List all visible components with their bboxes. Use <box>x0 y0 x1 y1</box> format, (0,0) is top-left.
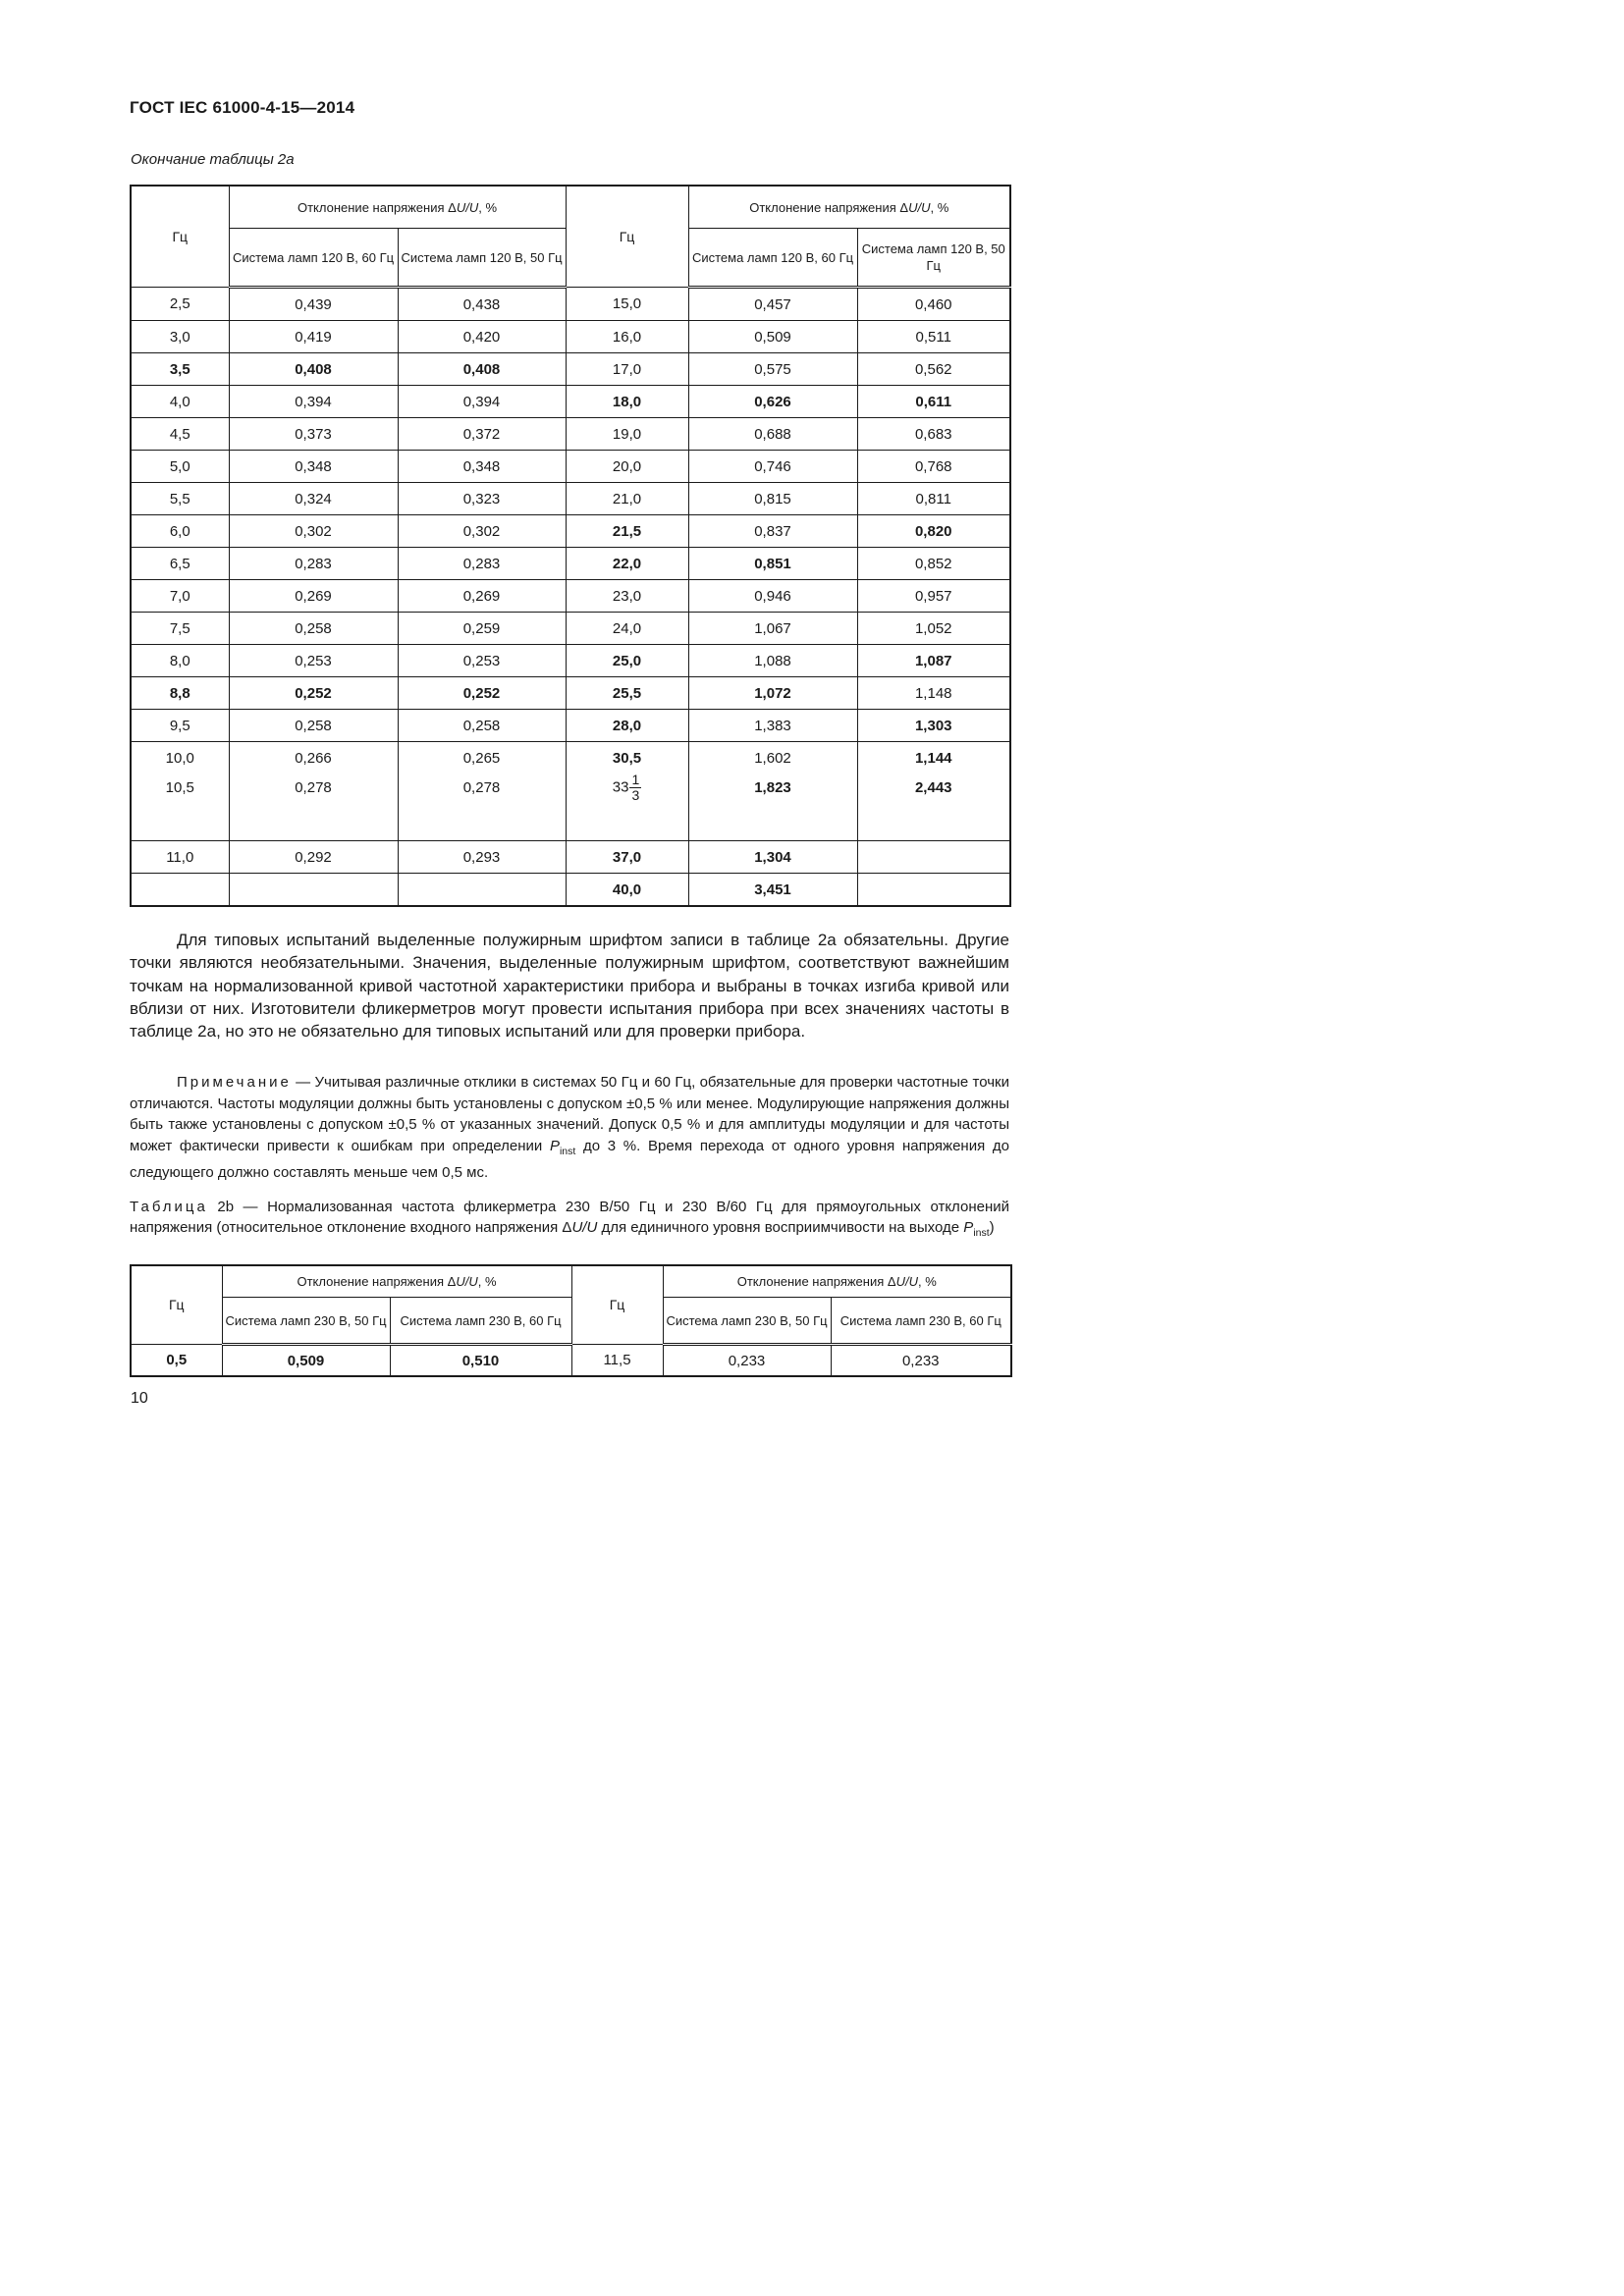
table-cell-line: 0,278 <box>462 779 501 796</box>
table-cell: 5,5 <box>131 483 229 515</box>
table-cell: 11,5 <box>571 1345 663 1377</box>
table-cell: 0,258 <box>229 613 398 645</box>
table-cell-line: 1,144 <box>914 750 952 767</box>
note-label: Примечание <box>177 1074 292 1091</box>
table-row <box>131 645 1010 677</box>
table-cell <box>229 742 398 841</box>
table-cell <box>398 874 566 907</box>
table-cell: 0,253 <box>229 645 398 677</box>
table-cell: 0,683 <box>857 418 1010 451</box>
table-cell: 0,815 <box>688 483 857 515</box>
col-header-hz: Гц <box>566 186 688 288</box>
table-2b <box>130 1264 1012 1377</box>
table-cell: 0,394 <box>229 386 398 418</box>
table-row <box>131 386 1010 418</box>
table-cell: 1,067 <box>688 613 857 645</box>
table-cell: 6,5 <box>131 548 229 580</box>
table-cell: 1,304 <box>688 841 857 874</box>
col-subheader: Система ламп 120 В, 60 Гц <box>688 229 857 288</box>
table-cell: 17,0 <box>566 353 688 386</box>
table-cell <box>688 742 857 841</box>
table-cell: 0,302 <box>398 515 566 548</box>
col-header-hz: Гц <box>131 186 229 288</box>
table-continuation-caption: Окончание таблицы 2а <box>131 151 295 168</box>
table-cell: 0,837 <box>688 515 857 548</box>
table-row <box>131 548 1010 580</box>
table-cell-line: 0,266 <box>295 750 332 767</box>
table-row <box>131 418 1010 451</box>
table-subheader-row <box>131 1298 1011 1345</box>
table-caption-label: Таблица <box>130 1199 208 1215</box>
body-paragraph: Для типовых испытаний выделенные полужирным шрифтом записи в таблице 2а обязательны. Другие точки являются необязательными. Значения, выделенные полужирным шрифтом, соответствуют важнейшим точкам на нормализованной кривой частотной характеристики прибора и выбраны в точках изгиба кривой или вблизи от них. Изготовители фликерметров могут провести испытания прибора при всех значениях частоты в таблице 2а, но это не обязательно для типовых испытаний или для проверки прибора. <box>130 931 1009 1041</box>
col-subheader: Система ламп 230 В, 60 Гц <box>390 1298 571 1345</box>
table-row <box>131 613 1010 645</box>
table-cell: 40,0 <box>566 874 688 907</box>
table-cell: 15,0 <box>566 288 688 321</box>
table-cell: 0,233 <box>831 1345 1011 1377</box>
table-cell: 1,148 <box>857 677 1010 710</box>
table-row <box>131 321 1010 353</box>
table-cell-line: 1,602 <box>754 750 791 767</box>
table-row <box>131 710 1010 742</box>
table-cell <box>131 874 229 907</box>
table-cell: 0,408 <box>398 353 566 386</box>
table-row <box>131 483 1010 515</box>
table-cell: 0,252 <box>229 677 398 710</box>
col-subheader: Система ламп 120 В, 50 Гц <box>398 229 566 288</box>
table-cell: 0,5 <box>131 1345 222 1377</box>
table-cell-line: 2,443 <box>914 779 952 796</box>
table-cell: 21,0 <box>566 483 688 515</box>
col-subheader: Система ламп 230 В, 50 Гц <box>663 1298 831 1345</box>
table-cell: 0,372 <box>398 418 566 451</box>
page-number: 10 <box>131 1390 148 1407</box>
table-cell: 21,5 <box>566 515 688 548</box>
col-subheader: Система ламп 120 В, 50 Гц <box>857 229 1010 288</box>
table-cell: 0,348 <box>229 451 398 483</box>
table-cell: 24,0 <box>566 613 688 645</box>
table-cell: 1,087 <box>857 645 1010 677</box>
table-cell: 0,852 <box>857 548 1010 580</box>
table-cell: 1,052 <box>857 613 1010 645</box>
table-cell: 0,688 <box>688 418 857 451</box>
table-cell: 0,820 <box>857 515 1010 548</box>
table-cell: 3,0 <box>131 321 229 353</box>
table-cell: 0,258 <box>229 710 398 742</box>
mixed-fraction: 33 $\frac{1}{3}$ <box>612 772 640 803</box>
table-cell: 0,408 <box>229 353 398 386</box>
table-cell: 7,5 <box>131 613 229 645</box>
table-cell: 0,323 <box>398 483 566 515</box>
table-cell: 28,0 <box>566 710 688 742</box>
col-group-header: Отклонение напряжения ΔU/U, % <box>688 186 1010 229</box>
table-cell: 0,957 <box>857 580 1010 613</box>
table-row <box>131 580 1010 613</box>
col-group-header: Отклонение напряжения ΔU/U, % <box>663 1265 1011 1298</box>
table-cell <box>131 742 229 841</box>
table-cell: 1,383 <box>688 710 857 742</box>
table-cell: 4,5 <box>131 418 229 451</box>
table-cell: 8,0 <box>131 645 229 677</box>
table-cell: 0,562 <box>857 353 1010 386</box>
table-2a <box>130 185 1011 907</box>
table-row <box>131 874 1010 907</box>
table-cell: 0,233 <box>663 1345 831 1377</box>
table-cell: 0,259 <box>398 613 566 645</box>
table-cell: 0,851 <box>688 548 857 580</box>
table-cell: 0,348 <box>398 451 566 483</box>
table-row <box>131 677 1010 710</box>
table-cell-line: 10,5 <box>165 779 194 796</box>
table-cell: 1,088 <box>688 645 857 677</box>
table-cell: 0,324 <box>229 483 398 515</box>
table-cell: 20,0 <box>566 451 688 483</box>
table-cell: 2,5 <box>131 288 229 321</box>
table-cell <box>857 841 1010 874</box>
table-cell: 0,509 <box>688 321 857 353</box>
col-subheader: Система ламп 230 В, 60 Гц <box>831 1298 1011 1345</box>
table-cell: 0,419 <box>229 321 398 353</box>
table-cell: 0,511 <box>857 321 1010 353</box>
table-cell: 0,811 <box>857 483 1010 515</box>
table-cell: 0,457 <box>688 288 857 321</box>
table-cell: 11,0 <box>131 841 229 874</box>
table-cell: 6,0 <box>131 515 229 548</box>
table-row <box>131 451 1010 483</box>
col-group-header: Отклонение напряжения ΔU/U, % <box>229 186 566 229</box>
table-cell: 0,420 <box>398 321 566 353</box>
table-cell: 0,438 <box>398 288 566 321</box>
table-cell <box>857 874 1010 907</box>
table-cell: 0,626 <box>688 386 857 418</box>
table-cell: 0,575 <box>688 353 857 386</box>
col-subheader: Система ламп 120 В, 60 Гц <box>229 229 398 288</box>
table-cell <box>566 742 688 841</box>
table-cell: 16,0 <box>566 321 688 353</box>
table-header-row <box>131 1265 1011 1298</box>
table-cell: 0,611 <box>857 386 1010 418</box>
table-cell: 0,292 <box>229 841 398 874</box>
table-cell: 0,439 <box>229 288 398 321</box>
table-cell-line: 0,278 <box>295 779 332 796</box>
table-cell: 0,373 <box>229 418 398 451</box>
note-paragraph: Примечание — Учитывая различные отклики в системах 50 Гц и 60 Гц, обязательные для проверки частотные точки отличаются. Частоты модуляции должны быть установлены с допуском ±0,5 % или менее. Модулирующие напряжения должны быть также установлены с допуском ±0,5 % от указанных значений. Допуск 0,5 % и для амплитуды модуляции и для частоты может фактически привести к ошибкам при определении $P_{inst}$ до 3 %. Время перехода от одного уровня напряжения до следующего должно составлять меньше чем 0,5 мс. <box>130 1074 1009 1181</box>
table-cell: 37,0 <box>566 841 688 874</box>
table-cell: 8,8 <box>131 677 229 710</box>
table-cell: 0,946 <box>688 580 857 613</box>
table-cell: 0,293 <box>398 841 566 874</box>
table-cell: 0,253 <box>398 645 566 677</box>
table-cell: 0,283 <box>229 548 398 580</box>
table-cell: 3,5 <box>131 353 229 386</box>
document-header: ГОСТ IEC 61000-4-15—2014 <box>130 98 355 117</box>
table-cell: 22,0 <box>566 548 688 580</box>
table-2b-caption: Таблица 2b — Нормализованная частота фликерметра 230 В/50 Гц и 230 В/60 Гц для прямоугольных отклонений напряжения (относительное отклонение входного напряжения ΔU/U для единичного уровня восприимчивости на выходе $P_{inst}$) <box>130 1199 1009 1239</box>
table-cell-line: 30,5 <box>612 750 642 767</box>
table-row <box>131 841 1010 874</box>
table-cell: 0,509 <box>222 1345 390 1377</box>
table-cell: 0,394 <box>398 386 566 418</box>
col-subheader: Система ламп 230 В, 50 Гц <box>222 1298 390 1345</box>
table-cell: 0,510 <box>390 1345 571 1377</box>
table-cell: 0,269 <box>229 580 398 613</box>
table-cell <box>229 874 398 907</box>
table-cell <box>857 742 1010 841</box>
table-cell: 25,5 <box>566 677 688 710</box>
table-cell: 18,0 <box>566 386 688 418</box>
table-cell: 0,302 <box>229 515 398 548</box>
col-header-hz: Гц <box>571 1265 663 1345</box>
table-cell: 0,768 <box>857 451 1010 483</box>
col-header-hz: Гц <box>131 1265 222 1345</box>
col-group-header: Отклонение напряжения ΔU/U, % <box>222 1265 571 1298</box>
table-cell-line: 1,823 <box>754 779 791 796</box>
table-cell: 0,258 <box>398 710 566 742</box>
table-cell <box>398 742 566 841</box>
table-header-row <box>131 186 1010 229</box>
table-cell: 9,5 <box>131 710 229 742</box>
table-row <box>131 288 1010 321</box>
table-cell: 25,0 <box>566 645 688 677</box>
table-cell: 0,252 <box>398 677 566 710</box>
table-row-merged <box>131 742 1010 841</box>
table-row <box>131 353 1010 386</box>
table-cell: 5,0 <box>131 451 229 483</box>
table-row <box>131 515 1010 548</box>
table-cell: 0,746 <box>688 451 857 483</box>
table-row <box>131 1345 1011 1377</box>
table-cell: 7,0 <box>131 580 229 613</box>
table-cell: 0,460 <box>857 288 1010 321</box>
table-cell: 1,303 <box>857 710 1010 742</box>
table-cell: 0,269 <box>398 580 566 613</box>
table-cell: 0,283 <box>398 548 566 580</box>
table-cell: 3,451 <box>688 874 857 907</box>
table-cell-line: 10,0 <box>165 750 194 767</box>
table-cell-line: 0,265 <box>462 750 501 767</box>
table-cell: 1,072 <box>688 677 857 710</box>
table-cell: 19,0 <box>566 418 688 451</box>
table-cell: 23,0 <box>566 580 688 613</box>
table-cell: 4,0 <box>131 386 229 418</box>
